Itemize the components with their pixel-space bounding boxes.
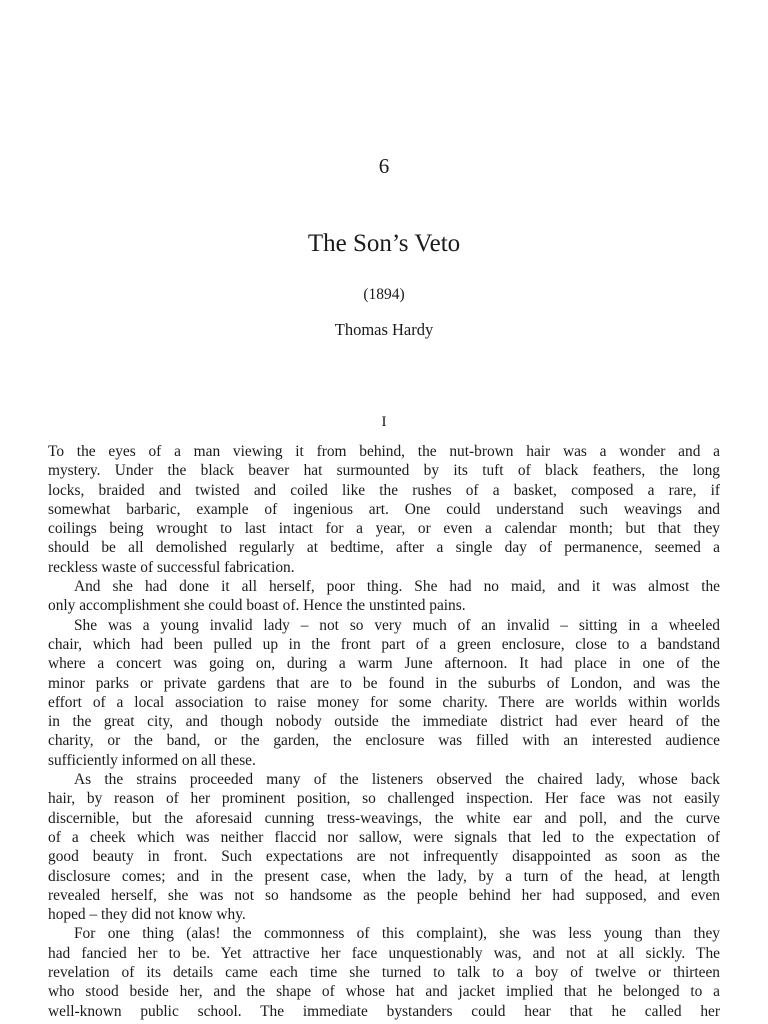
paragraph bbox=[48, 770, 720, 924]
paragraph bbox=[48, 924, 720, 1020]
text-line: discernible, but the aforesaid cunning tress-weavings, the white ear and poll, and the curve bbox=[48, 809, 720, 827]
text-line: reckless waste of successful fabrication. bbox=[48, 558, 295, 576]
paragraph bbox=[48, 616, 720, 770]
paragraph bbox=[48, 577, 720, 616]
text-line: had fancied her to be. Yet attractive her face unquestionably was, and not at all sickly. The bbox=[48, 944, 720, 962]
body-text bbox=[48, 442, 720, 1021]
text-line: in the great city, and though nobody outside the immediate district had ever heard of the bbox=[48, 713, 720, 731]
text-line: coilings being wrought to last intact for a year, or even a calendar month; but that they bbox=[48, 520, 720, 538]
text-line: who stood beside her, and the shape of whose hat and jacket implied that he belonged to a bbox=[48, 983, 720, 1001]
text-line: She was a young invalid lady – not so very much of an invalid – sitting in a wheeled bbox=[74, 616, 720, 634]
text-line: minor parks or private gardens that are to be found in the suburbs of London, and was the bbox=[48, 674, 720, 692]
paragraph bbox=[48, 442, 720, 577]
section-number: I bbox=[381, 414, 387, 430]
text-line: revelation of its details came each time she turned to talk to a boy of twelve or thirteen bbox=[48, 964, 720, 982]
text-line: hair, by reason of her prominent position, so challenged inspection. Her face was not easily bbox=[48, 790, 720, 808]
chapter-number: 6 bbox=[378, 154, 390, 178]
text-line: As the strains proceeded many of the listeners observed the chaired lady, whose back bbox=[74, 771, 720, 789]
text-line: where a concert was going on, during a warm June afternoon. It had place in one of the bbox=[48, 655, 720, 673]
text-line: good beauty in front. Such expectations are not infrequently disappointed as soon as the bbox=[48, 848, 720, 866]
story-author: Thomas Hardy bbox=[334, 320, 434, 339]
text-line: locks, braided and twisted and coiled like the rushes of a basket, composed a rare, if bbox=[48, 481, 720, 499]
text-line: To the eyes of a man viewing it from behind, the nut-brown hair was a wonder and a bbox=[48, 443, 720, 460]
text-line: somewhat barbaric, example of ingenious art. One could understand such weavings and bbox=[48, 500, 720, 518]
text-line: should be all demolished regularly at bedtime, after a single day of permanence, seemed a bbox=[48, 539, 720, 557]
text-line: well-known public school. The immediate bystanders could hear that he called her bbox=[48, 1002, 720, 1020]
text-line: effort of a local association to raise money for some charity. There are worlds within worlds bbox=[48, 693, 720, 711]
text-line: charity, or the band, or the garden, the enclosure was filled with an interested audience bbox=[48, 732, 720, 750]
text-line: For one thing (alas! the commonness of this complaint), she was less young than they bbox=[74, 925, 720, 943]
story-title: The Son’s Veto bbox=[307, 230, 461, 257]
text-line: sufficiently informed on all these. bbox=[48, 751, 256, 769]
text-line: And she had done it all herself, poor thing. She had no maid, and it was almost the bbox=[74, 578, 720, 596]
text-line: only accomplishment she could boast of. Hence the unstinted pains. bbox=[48, 597, 466, 615]
text-line: hoped – they did not know why. bbox=[48, 906, 246, 924]
text-line: of a cheek which was neither flaccid nor sallow, were signals that led to the expectation of bbox=[48, 828, 720, 846]
story-year: (1894) bbox=[363, 286, 405, 303]
text-line: mystery. Under the black beaver hat surmounted by its tuft of black feathers, the long bbox=[48, 462, 720, 480]
text-line: disclosure comes; and in the present case, when the lady, by a turn of the head, at length bbox=[48, 867, 720, 885]
text-line: chair, which had been pulled up in the front part of a green enclosure, close to a bandstand bbox=[48, 635, 720, 653]
text-line: revealed herself, she was not so handsome as the people behind her had supposed, and even bbox=[48, 886, 720, 904]
